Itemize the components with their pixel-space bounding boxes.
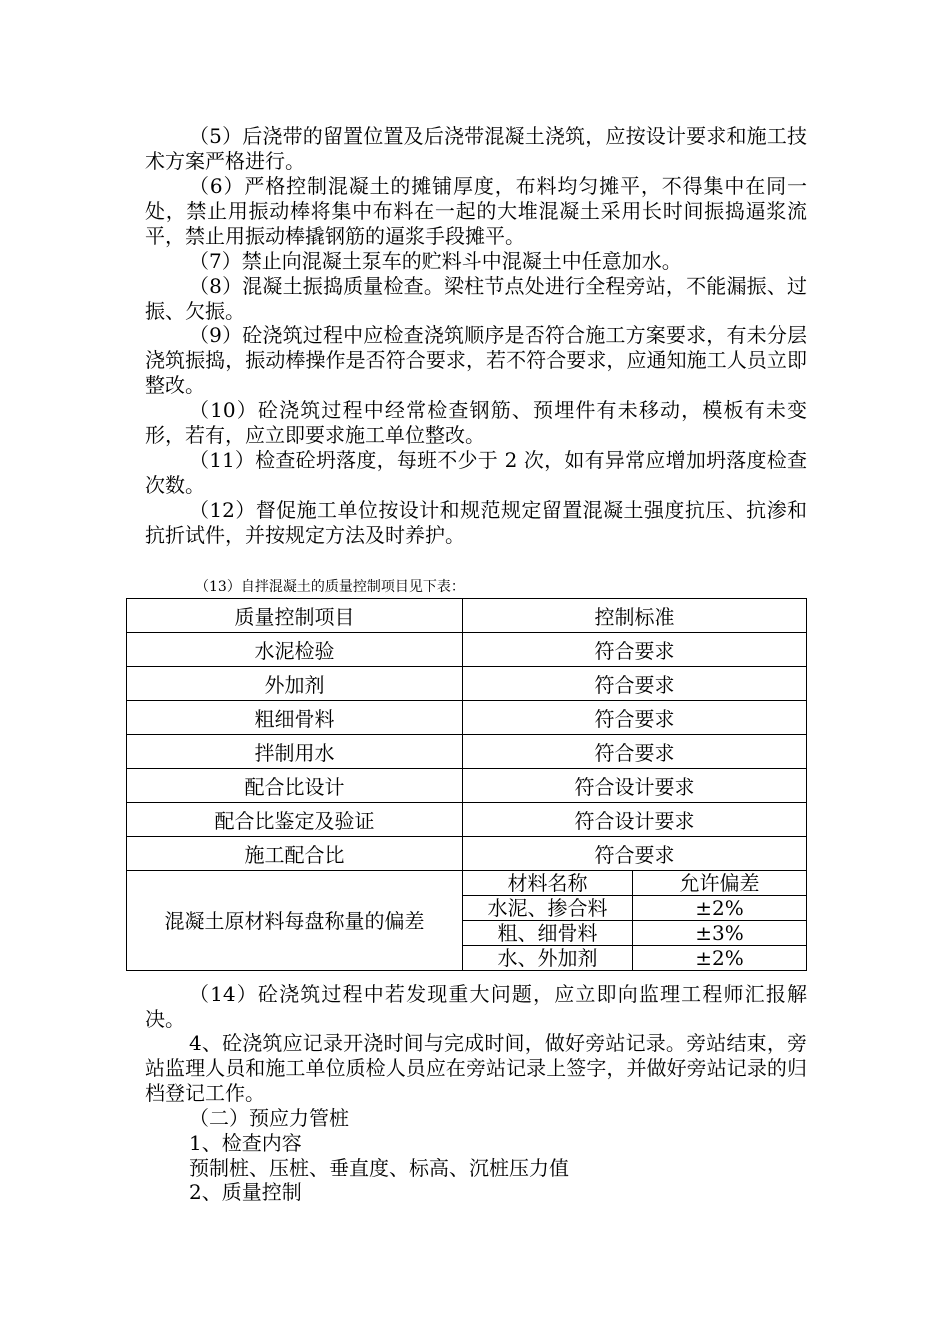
- tolerance-value: ±3%: [633, 921, 807, 946]
- deviation-item: 混凝土原材料每盘称量的偏差: [127, 871, 463, 971]
- table-row: [127, 633, 807, 667]
- section-heading-pile: （二）预应力管桩: [189, 1106, 349, 1130]
- row-item: 粗细骨料: [127, 701, 463, 735]
- header-standard: 控制标准: [463, 599, 807, 633]
- row-standard: 符合设计要求: [463, 803, 807, 837]
- row-standard: 符合要求: [463, 701, 807, 735]
- paragraph-14: （14）砼浇筑过程中若发现重大问题，应立即向监理工程师汇报解决。: [145, 982, 807, 1031]
- row-item: 拌制用水: [127, 735, 463, 769]
- paragraph-record: 4、砼浇筑应记录开浇时间与完成时间，做好旁站记录。旁站结束，旁站监理人员和施工单位质检人员应在旁站记录上签字，并做好旁站记录的归档登记工作。: [145, 1031, 807, 1105]
- subheader-tolerance: 允许偏差: [633, 871, 807, 896]
- row-standard: 符合要求: [463, 837, 807, 871]
- paragraph-6: （6）严格控制混凝土的摊铺厚度，布料均匀摊平，不得集中在同一处，禁止用振动棒将集中布料在一起的大堆混凝土采用长时间振捣逼浆流平，禁止用振动棒撬钢筋的逼浆手段摊平。: [145, 174, 807, 248]
- material-name: 水泥、掺合料: [463, 896, 633, 921]
- row-item: 水泥检验: [127, 633, 463, 667]
- quality-control-table: [126, 598, 807, 971]
- table-row: [127, 803, 807, 837]
- table-row: [127, 667, 807, 701]
- material-name: 水、外加剂: [463, 946, 633, 971]
- row-standard: 符合设计要求: [463, 769, 807, 803]
- table-row: [127, 735, 807, 769]
- subheading-inspection: 1、检查内容: [189, 1131, 302, 1155]
- tolerance-value: ±2%: [633, 946, 807, 971]
- row-item: 外加剂: [127, 667, 463, 701]
- subheader-material: 材料名称: [463, 871, 633, 896]
- table-caption: （13）自拌混凝土的质量控制项目见下表：: [195, 579, 465, 595]
- paragraph-12: （12）督促施工单位按设计和规范规定留置混凝土强度抗压、抗渗和抗折试件，并按规定方法及时养护。: [145, 498, 807, 547]
- material-name: 粗、细骨料: [463, 921, 633, 946]
- row-item: 施工配合比: [127, 837, 463, 871]
- table-header-row: [127, 599, 807, 633]
- paragraph-9: （9）砼浇筑过程中应检查浇筑顺序是否符合施工方案要求，有未分层浇筑振捣，振动棒操作是否符合要求，若不符合要求，应通知施工人员立即整改。: [145, 323, 807, 397]
- row-standard: 符合要求: [463, 667, 807, 701]
- table-row: [127, 769, 807, 803]
- deviation-subheader-row: [127, 871, 807, 896]
- subheading-quality-control: 2、质量控制: [189, 1180, 302, 1204]
- paragraph-5: （5）后浇带的留置位置及后浇带混凝土浇筑，应按设计要求和施工技术方案严格进行。: [145, 124, 807, 173]
- inspection-items: 预制桩、压桩、垂直度、标高、沉桩压力值: [189, 1156, 569, 1180]
- row-standard: 符合要求: [463, 735, 807, 769]
- table-row: [127, 701, 807, 735]
- paragraph-8: （8）混凝土振捣质量检查。梁柱节点处进行全程旁站，不能漏振、过振、欠振。: [145, 274, 807, 323]
- row-standard: 符合要求: [463, 633, 807, 667]
- table-row: [127, 837, 807, 871]
- paragraph-11: （11）检查砼坍落度，每班不少于 2 次，如有异常应增加坍落度检查次数。: [145, 448, 807, 497]
- paragraph-10: （10）砼浇筑过程中经常检查钢筋、预埋件有未移动，模板有未变形，若有，应立即要求施工单位整改。: [145, 398, 807, 447]
- row-item: 配合比鉴定及验证: [127, 803, 463, 837]
- tolerance-value: ±2%: [633, 896, 807, 921]
- row-item: 配合比设计: [127, 769, 463, 803]
- header-item: 质量控制项目: [127, 599, 463, 633]
- paragraph-7: （7）禁止向混凝土泵车的贮料斗中混凝土中任意加水。: [189, 249, 682, 273]
